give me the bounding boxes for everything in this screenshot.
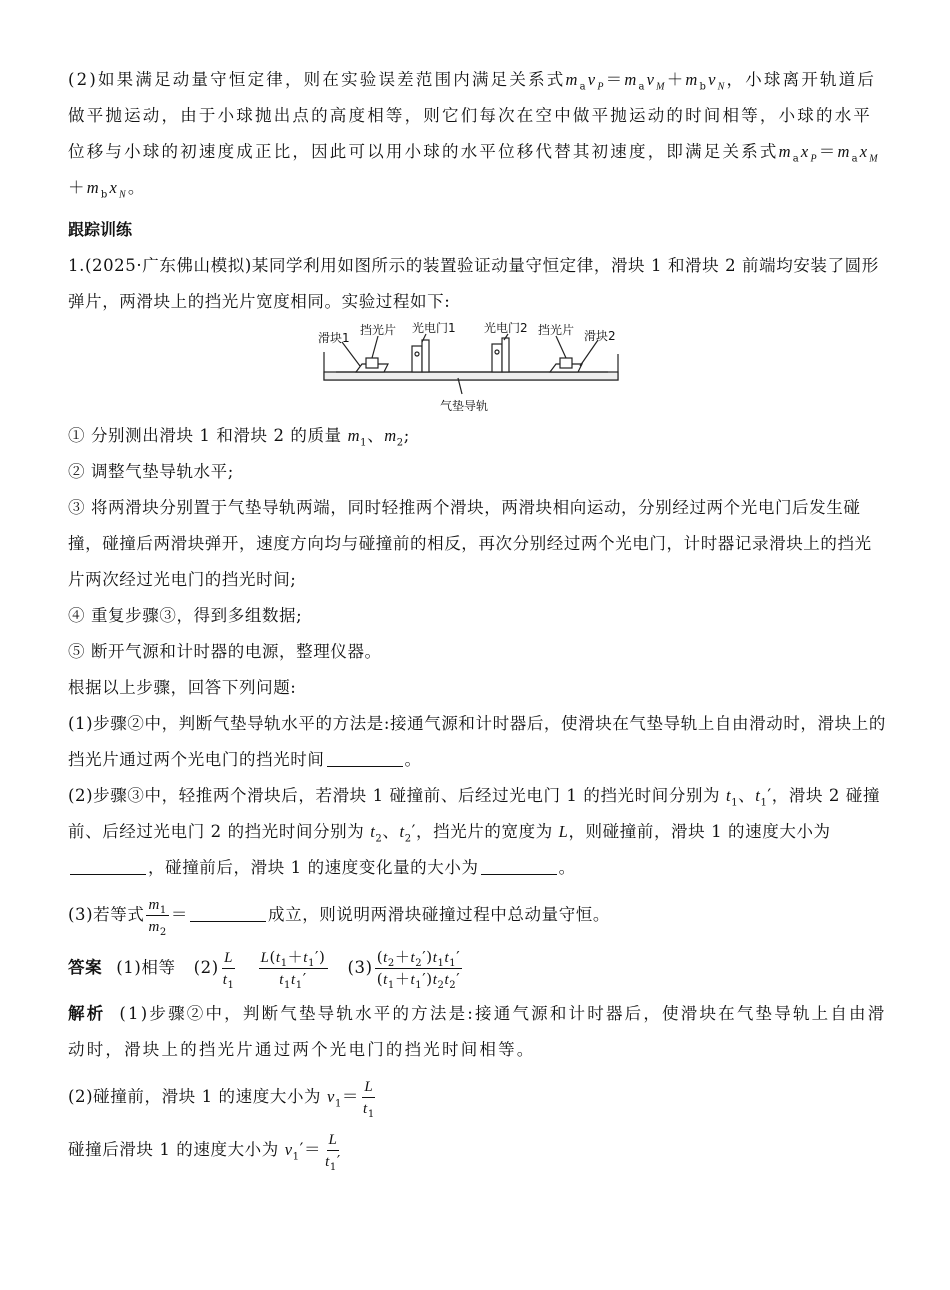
- analysis-2: (2)碰撞前，滑块 1 的速度大小为 $v_1=$ $\frac{L}{t_1}$: [68, 1076, 888, 1119]
- fraction-v1: $\frac{L}{t_1}$: [221, 947, 237, 990]
- step-1: ① 分别测出滑块 1 和滑块 2 的质量 $m_1$、$m_2$;: [68, 426, 410, 449]
- label-shade-1: 挡光片: [360, 323, 397, 337]
- analysis-3: 碰撞后滑块 1 的速度大小为 $v_1'=$ $\frac{L}{t_1'}$: [68, 1129, 888, 1172]
- fraction-dv: $\frac{L(t_1+t_1')}{t_1t_1'}$: [260, 948, 326, 991]
- fraction-analysis-v1: $\frac{L}{t_1}$: [361, 1076, 377, 1119]
- answer-blank: [190, 903, 266, 922]
- step-3: ③ 将两滑块分别置于气垫导轨两端，同时轻推两个滑块，两滑块相向运动，分别经过两个光电门后发生碰撞，碰撞后两滑块弹开，速度方向均与碰撞前的相反，再次分别经过两个光电门，计时器记录滑块上的挡光片两次经过光电门的挡光时间;: [68, 498, 872, 589]
- label-gate-2: 光电门2: [484, 322, 528, 335]
- rail-base: [324, 372, 618, 380]
- step-4: ④ 重复步骤③，得到多组数据;: [68, 606, 303, 625]
- shade-2: [560, 358, 572, 368]
- sub-question-2: (2)步骤③中，轻推两个滑块后，若滑块 1 碰撞前、后经过光电门 1 的挡光时间分别为 $t_1$、$t_1'$，滑块 2 碰撞前、后经过光电门 2 的挡光时间分别为 $t_2$、$t_2'$，挡光片的宽度为 L，则碰撞前，滑块 1 的速度大小为，碰撞前后，滑块 1 的速度变化量的大小为 。: [68, 786, 881, 877]
- analysis-tag: 解析: [68, 1004, 106, 1023]
- answer-tag: 答案: [68, 958, 103, 977]
- photogate-1: [412, 346, 422, 372]
- section-title: 跟踪训练: [68, 220, 133, 239]
- label-slider-1: 滑块1: [318, 331, 350, 345]
- answer-blank: [327, 748, 403, 767]
- label-shade-2: 挡光片: [538, 323, 575, 337]
- intro-paragraph: (2)如果满足动量守恒定律，则在实验误差范围内满足关系式$m_av_P=m_av_M+m_bv_N$，小球离开轨道后做平抛运动，由于小球抛出点的高度相等，则它们每次在空中做平抛运动的时间相等，小球的水平位移与小球的初速度成正比，因此可以用小球的水平位移代替其初速度，即满足关系式$m_ax_P=m_ax_M+m_bx_N$。: [68, 70, 880, 201]
- shade-1: [366, 358, 378, 368]
- fraction-analysis-v1-prime: $\frac{L}{t_1'}$: [323, 1129, 343, 1172]
- label-rail: 气垫导轨: [440, 399, 489, 413]
- sub-question-1: (1)步骤②中，判断气垫导轨水平的方法是:接通气源和计时器后，使滑块在气垫导轨上自由滑动时，滑块上的挡光片通过两个光电门的挡光时间 。: [68, 714, 886, 769]
- intro-text-b: ，小球离开轨道后做平抛运动，由于小球抛出点的高度相等，则它们每次在空中做平抛运动的时间相等，小球的水平位移与小球的初速度成正比，因此可以用小球的水平位移代替其初速度，即满足关系式: [68, 70, 877, 161]
- label-gate-1: 光电门1: [412, 322, 456, 335]
- question-ask: 根据以上步骤，回答下列问题:: [68, 678, 297, 697]
- intro-text-a: (2)如果满足动量守恒定律，则在实验误差范围内满足关系式: [68, 70, 566, 89]
- question-stem: 1.(2025·广东佛山模拟)某同学利用如图所示的装置验证动量守恒定律，滑块 1 和滑块 2 前端均安装了圆形弹片，两滑块上的挡光片宽度相同。实验过程如下:: [68, 256, 879, 311]
- answer-blank: [70, 856, 146, 875]
- label-slider-2: 滑块2: [584, 329, 616, 343]
- sub-question-3: (3)若等式 $\frac{m_1}{m_2}$ ＝ 成立，则说明两滑块碰撞过程中总动量守恒。: [68, 894, 888, 937]
- fraction-ratio: $\frac{(t_2+t_2')t_1t_1'}{(t_1+t_1')t_2t_2'}$: [376, 948, 461, 991]
- analysis-1: 解析 (1)步骤②中，判断气垫导轨水平的方法是:接通气源和计时器后，使滑块在气垫导轨上自由滑动时，滑块上的挡光片通过两个光电门的挡光时间相等。: [68, 1004, 887, 1059]
- answer-line: 答案 (1)相等 (2) $\frac{L}{t_1}$ $\frac{L(t_1+t_1')}{t_1t_1'}$ (3) $\frac{(t_2+t_2')t_1t_1'}{(t_1+t_1')t_2t_2'}$: [68, 948, 461, 991]
- document-page: [68, 62, 888, 1172]
- photogate-2: [492, 344, 502, 372]
- fraction-mass-ratio: $\frac{m_1}{m_2}$: [146, 894, 168, 937]
- answer-blank: [481, 856, 557, 875]
- step-5: ⑤ 断开气源和计时器的电源，整理仪器。: [68, 642, 382, 661]
- air-track-diagram: [316, 322, 636, 414]
- step-2: ② 调整气垫导轨水平;: [68, 462, 234, 481]
